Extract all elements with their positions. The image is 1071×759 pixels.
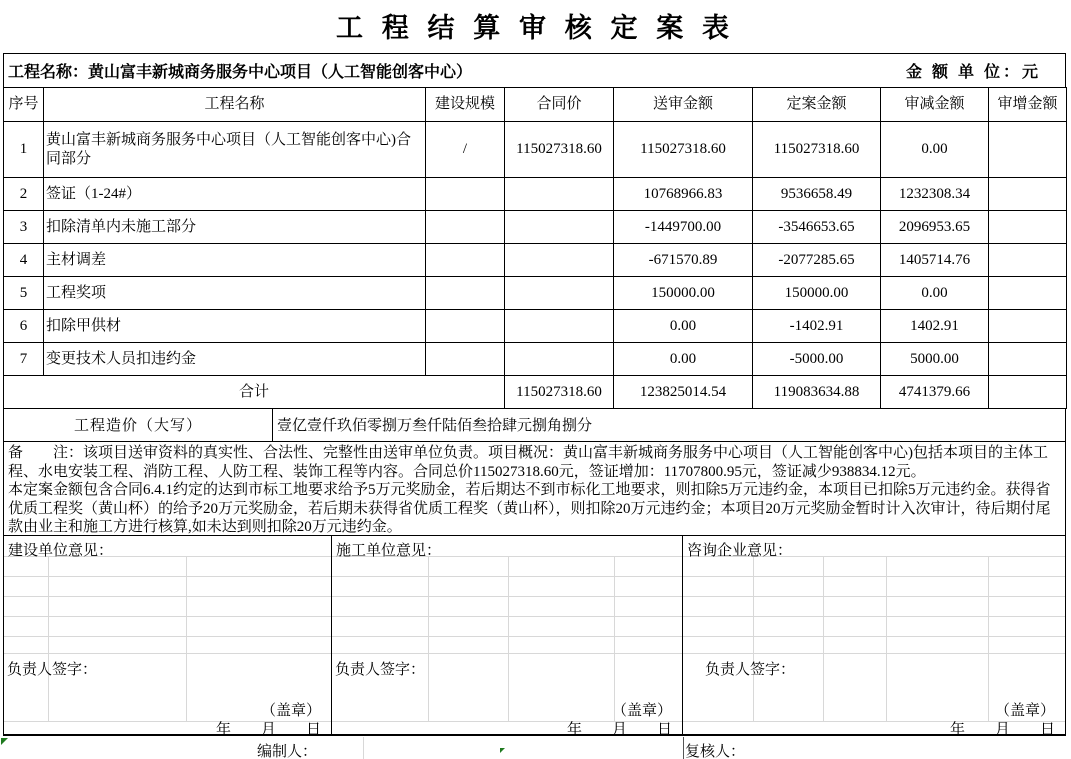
cell-submitted: 0.00 [614,343,753,376]
cell-contract [505,178,614,211]
cell-increased [989,211,1067,244]
opinion-contractor-sign-label: 负责人签字： [335,662,426,678]
total-finalized: 119083634.88 [753,376,881,409]
cell-scale [426,244,505,277]
cell-submitted: 0.00 [614,310,753,343]
cell-reduced: 2096953.65 [881,211,989,244]
cell-reduced: 0.00 [881,277,989,310]
footer-divider [683,737,684,759]
table-row [4,244,1067,277]
cell-contract [505,211,614,244]
cell-contract [505,244,614,277]
opinion-owner-sign-label: 负责人签字： [7,662,98,678]
amount-in-words-label: 工程造价（大写） [4,408,273,441]
cell-reduced: 5000.00 [881,343,989,376]
opinion-consultant-sign-label: 负责人签字： [705,662,796,678]
cell-finalized: -5000.00 [753,343,881,376]
cell-project-name: 工程奖项 [44,277,426,310]
cell-submitted: 150000.00 [614,277,753,310]
amount-in-words-value: 壹亿壹仟玖佰零捌万叁仟陆佰叁拾肆元捌角捌分 [277,418,593,434]
cell-reduced: 0.00 [881,122,989,178]
cell-contract [505,310,614,343]
gridline [363,737,364,759]
cell-finalized: 150000.00 [753,277,881,310]
cell-scale [426,343,505,376]
opinion-contractor-date-label: 年 月 日 [566,722,672,738]
cell-submitted: 115027318.60 [614,122,753,178]
remarks-paragraph-1: 备 注：该项目送审资料的真实性、合法性、完整性由送审单位负责。项目概况：黄山富丰新城商务服务中心项目（人工智能创客中心)包括本项目的主体工程、水电安装工程、消防工程、人防工程、装饰工程等内容。合同总价115027318.60元，签证增加：11707800.95元，签证减少938834.12元。 [8,445,1049,480]
col-header-no: 序号 [4,88,44,122]
cell-increased [989,178,1067,211]
cell-project-name: 变更技术人员扣违约金 [44,343,426,376]
cell-contract [505,343,614,376]
col-header-name: 工程名称 [44,88,426,122]
cell-increased [989,244,1067,277]
remarks-section [3,442,1066,535]
page-title: 工 程 结 算 审 核 定 案 表 [336,13,735,43]
total-row [4,376,1067,409]
cell-project-name: 扣除甲供材 [44,310,426,343]
cell-increased [989,343,1067,376]
cell-reduced: 1405714.76 [881,244,989,277]
cell-finalized: 115027318.60 [753,122,881,178]
cell-no: 6 [4,310,44,343]
cell-finalized: 9536658.49 [753,178,881,211]
col-header-reduced: 审减金额 [881,88,989,122]
cell-submitted: -671570.89 [614,244,753,277]
cell-reduced: 1232308.34 [881,178,989,211]
cell-increased [989,122,1067,178]
opinion-contractor-title: 施工单位意见： [336,543,442,559]
opinion-owner-title: 建设单位意见： [8,543,114,559]
cell-submitted: -1449700.00 [614,211,753,244]
table-header-row [4,88,1067,122]
project-name-label: 工程名称：黄山富丰新城商务服务中心项目（人工智能创客中心） [8,64,473,81]
opinion-consultant [683,536,1065,738]
total-reduced: 4741379.66 [881,376,989,409]
cell-project-name: 签证（1-24#） [44,178,426,211]
col-header-increased: 审增金额 [989,88,1067,122]
form-table [3,53,1066,736]
cell-project-name: 黄山富丰新城商务服务中心项目（人工智能创客中心)合同部分 [44,122,426,178]
cell-no: 3 [4,211,44,244]
total-increased [989,376,1067,409]
total-submitted: 123825014.54 [614,376,753,409]
opinion-contractor-seal-label: （盖章） [611,703,672,719]
opinion-contractor [332,536,683,738]
opinion-consultant-title: 咨询企业意见： [687,543,793,559]
col-header-submitted: 送审金额 [614,88,753,122]
opinion-consultant-date-label: 年 月 日 [949,722,1055,738]
cell-project-name: 扣除清单内未施工部分 [44,211,426,244]
col-header-finalized: 定案金额 [753,88,881,122]
remarks-paragraph-2: 本定案金额包含合同6.4.1约定的达到市标工地要求给予5万元奖励金，若后期达不到市标化工地要求，则扣除5万元违约金，本项目已扣除5万元违约金。获得省优质工程奖（黄山杯）的给予20万元奖励金，若后期未获得省优质工程奖（黄山杯），则扣除20万元违约金；本项目20万元奖励金暂时计入次审计，待后期付尾款由业主和施工方进行核算,如未达到则扣除20万元违约金。 [8,482,1051,535]
cell-increased [989,310,1067,343]
cell-finalized: -3546653.65 [753,211,881,244]
excel-smart-tag-triangle [1,738,8,745]
cell-contract [505,277,614,310]
preparer-label: 编制人： [257,744,318,759]
amount-unit-label: 金 额 单 位：元 [905,64,1041,81]
cell-project-name: 主材调差 [44,244,426,277]
settlement-table [3,87,1067,409]
opinion-owner-seal-label: （盖章） [260,703,321,719]
cell-no: 5 [4,277,44,310]
cell-scale [426,277,505,310]
total-label: 合计 [4,376,505,409]
cell-finalized: -1402.91 [753,310,881,343]
opinion-consultant-seal-label: （盖章） [994,703,1055,719]
opinions-section [3,535,1066,736]
cell-finalized: -2077285.65 [753,244,881,277]
col-header-contract: 合同价 [505,88,614,122]
project-header-row [3,53,1066,88]
table-row [4,310,1067,343]
cell-no: 7 [4,343,44,376]
amount-in-words-row [3,408,1066,442]
cell-no: 2 [4,178,44,211]
reviewer-label: 复核人： [685,744,746,759]
excel-smart-tag-triangle [500,748,505,753]
cell-scale [426,178,505,211]
col-header-scale: 建设规模 [426,88,505,122]
cell-no: 4 [4,244,44,277]
table-row [4,277,1067,310]
cell-scale: / [426,122,505,178]
table-row [4,122,1067,178]
cell-reduced: 1402.91 [881,310,989,343]
total-contract: 115027318.60 [505,376,614,409]
cell-contract: 115027318.60 [505,122,614,178]
table-row [4,343,1067,376]
cell-scale [426,211,505,244]
cell-scale [426,310,505,343]
table-row [4,178,1067,211]
opinion-owner [4,536,332,738]
cell-no: 1 [4,122,44,178]
cell-submitted: 10768966.83 [614,178,753,211]
opinion-owner-date-label: 年 月 日 [215,722,321,738]
table-row [4,211,1067,244]
cell-increased [989,277,1067,310]
